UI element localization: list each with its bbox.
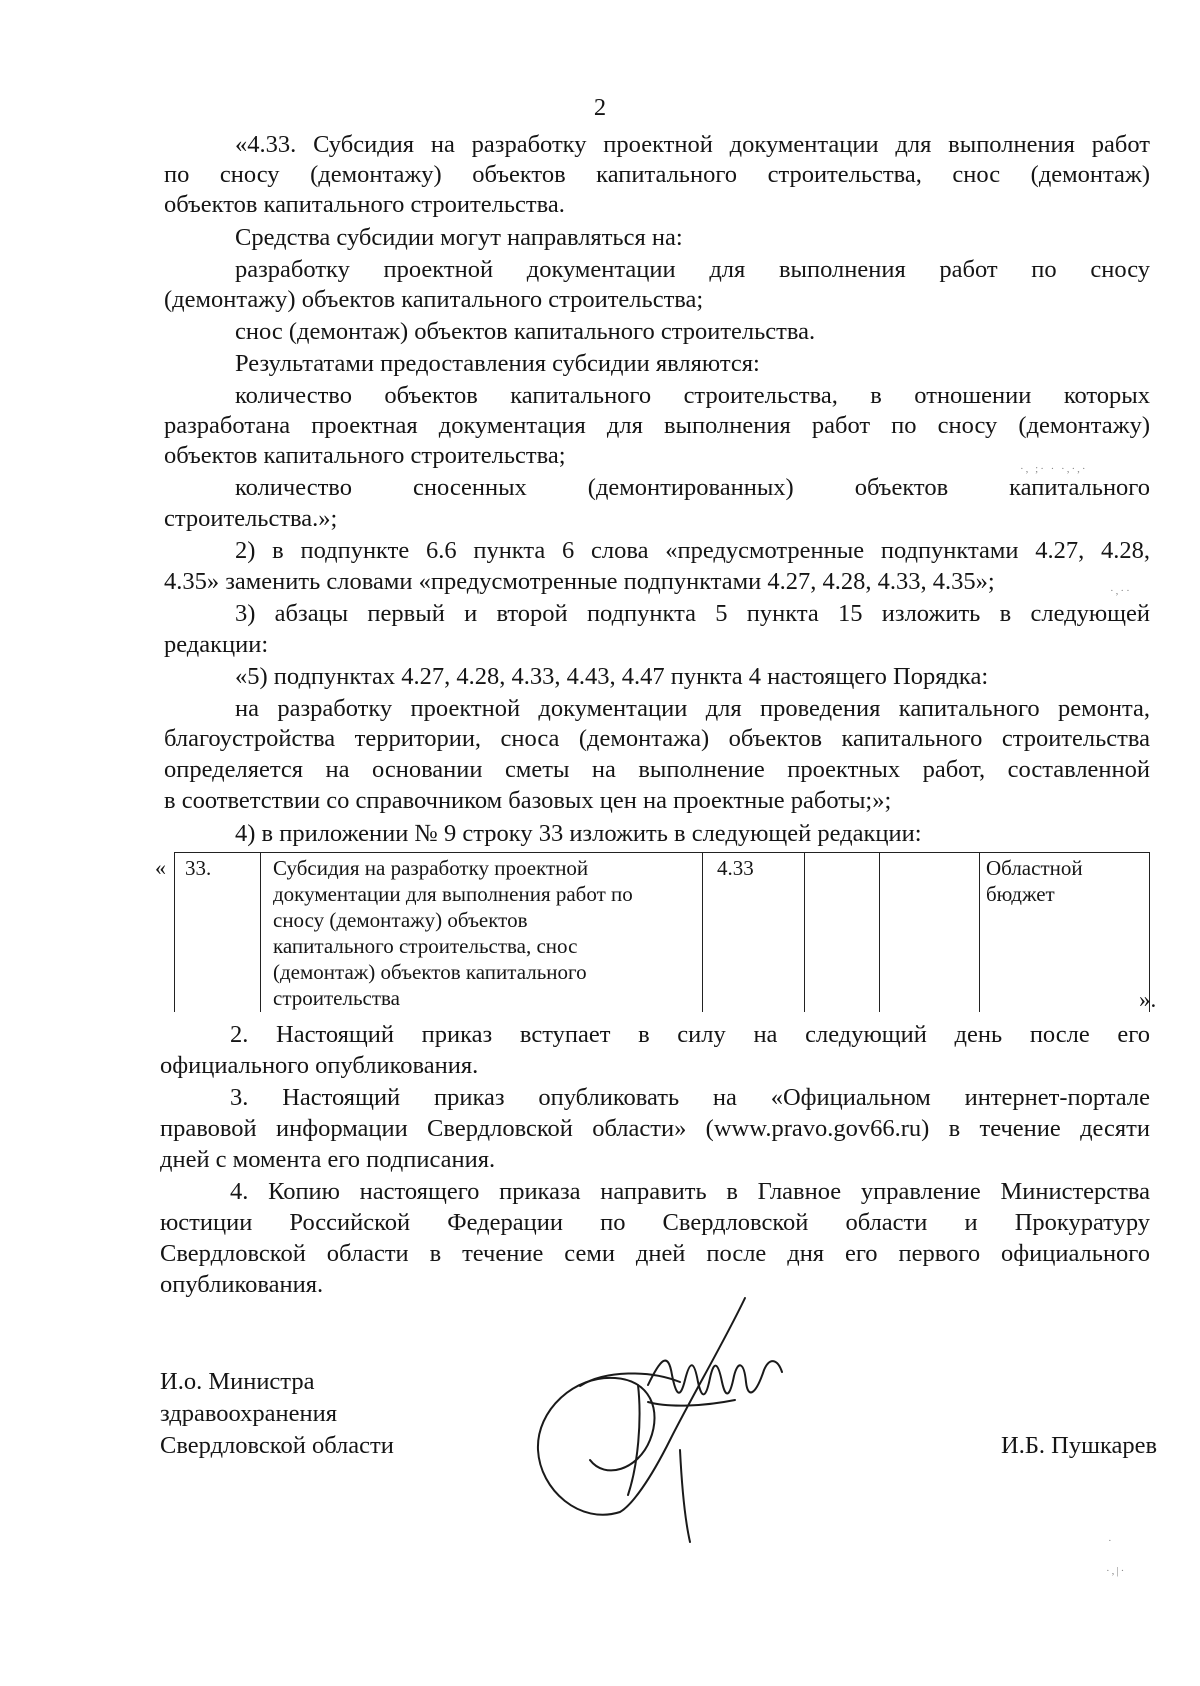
clause-4-line: Свердловской области в течение семи дней после дня его первого официального xyxy=(160,1240,1150,1267)
amendment-3-line: 3) абзацы первый и второй подпункта 5 пункта 15 изложить в следующей xyxy=(235,600,1150,627)
clause-3-line: 3. Настоящий приказ опубликовать на «Официальном интернет-портале xyxy=(230,1084,1150,1111)
amendment-3-line: редакции: xyxy=(164,631,269,658)
appendix-table-row-33 xyxy=(174,852,1150,1012)
signer-position-line: здравоохранения xyxy=(160,1400,337,1427)
subject-line: Субсидия на разработку проектной xyxy=(273,856,589,880)
amendment-3-text-line: в соответствии со справочником базовых цен на проектные работы;»; xyxy=(164,787,892,814)
scan-artifact: ·,·· xyxy=(1110,585,1132,597)
subject-line: документации для выполнения работ по xyxy=(273,882,633,906)
clause-4-line: 4. Копию настоящего приказа направить в Главное управление Министерства xyxy=(230,1178,1150,1205)
signer-name: И.Б. Пушкарев xyxy=(1001,1432,1158,1459)
subject-cell xyxy=(261,853,703,1013)
table-open-quote: « xyxy=(155,855,166,880)
funding-source-line: бюджет xyxy=(986,882,1055,906)
amendment-2-line: 4.35» заменить словами «предусмотренные подпунктами 4.27, 4.28, 4.33, 4.35»; xyxy=(164,568,995,595)
results-item-line: разработана проектная документация для выполнения работ по сносу (демонтажу) xyxy=(164,412,1150,439)
funding-source-line: Областной xyxy=(986,856,1083,880)
funds-item-line: разработку проектной документации для выполнения работ по сносу xyxy=(235,256,1150,283)
empty-cell xyxy=(880,853,980,1013)
subject-line: строительства xyxy=(273,986,401,1010)
amendment-3-text-line: на разработку проектной документации для проведения капитального ремонта, xyxy=(235,695,1150,722)
amendment-4-line: 4) в приложении № 9 строку 33 изложить в следующей редакции: xyxy=(235,820,922,847)
amendment-2-line: 2) в подпункте 6.6 пункта 6 слова «предусмотренные подпунктами 4.27, 4.28, xyxy=(235,537,1150,564)
empty-cell xyxy=(805,853,880,1013)
clause-2-line: официального опубликования. xyxy=(160,1052,479,1079)
funds-item-line: (демонтажу) объектов капитального строительства; xyxy=(164,286,704,313)
subject-line: капитального строительства, снос xyxy=(273,934,578,958)
signer-position-line: И.о. Министра xyxy=(160,1368,315,1395)
table-close-quote: ». xyxy=(1139,987,1157,1012)
amendment-3-text-line: определяется на основании сметы на выполнение проектных работ, составленной xyxy=(164,756,1150,783)
clause-4-line: юстиции Российской Федерации по Свердловской области и Прокуратуру xyxy=(160,1209,1150,1236)
paragraph-line: по сносу (демонтажу) объектов капитального строительства, снос (демонтаж) xyxy=(164,161,1150,188)
clause-2-line: 2. Настоящий приказ вступает в силу на следующий день после его xyxy=(230,1021,1150,1048)
results-item-line: количество объектов капитального строительства, в отношении которых xyxy=(235,382,1150,409)
code-cell: 4.33 xyxy=(703,853,805,1013)
funds-heading: Средства субсидии могут направляться на: xyxy=(235,224,683,251)
handwritten-signature xyxy=(520,1290,820,1550)
table-row xyxy=(175,853,1150,1013)
paragraph-line: объектов капитального строительства. xyxy=(164,191,565,218)
results-heading: Результатами предоставления субсидии являются: xyxy=(235,350,760,377)
scan-artifact: · xyxy=(1108,1535,1114,1547)
amendment-3-text-line: благоустройства территории, сноса (демонтажа) объектов капитального строительства xyxy=(164,725,1150,752)
scan-artifact: ·, ;· · ·,·,· xyxy=(1020,463,1088,475)
funding-source-cell xyxy=(980,853,1150,1013)
results-item-line: строительства.»; xyxy=(164,505,338,532)
paragraph-line: «4.33. Субсидия на разработку проектной документации для выполнения работ xyxy=(235,131,1150,158)
results-item-line: объектов капитального строительства; xyxy=(164,442,566,469)
amendment-3-quote: «5) подпунктах 4.27, 4.28, 4.33, 4.43, 4.47 пункта 4 настоящего Порядка: xyxy=(235,663,989,690)
page-number: 2 xyxy=(593,94,607,121)
scan-artifact: ·,|· xyxy=(1106,1565,1127,1577)
subject-line: сносу (демонтажу) объектов xyxy=(273,908,528,932)
clause-3-line: правовой информации Свердловской области» (www.pravo.gov66.ru) в течение десяти xyxy=(160,1115,1150,1142)
clause-4-line: опубликования. xyxy=(160,1271,324,1298)
row-number-cell: 33. xyxy=(175,853,261,1013)
signer-position-line: Свердловской области xyxy=(160,1432,394,1459)
results-item-line: количество сносенных (демонтированных) объектов капитального xyxy=(235,474,1150,501)
clause-3-line: дней с момента его подписания. xyxy=(160,1146,496,1173)
funds-item-line: снос (демонтаж) объектов капитального строительства. xyxy=(235,318,816,345)
subject-line: (демонтаж) объектов капитального xyxy=(273,960,587,984)
